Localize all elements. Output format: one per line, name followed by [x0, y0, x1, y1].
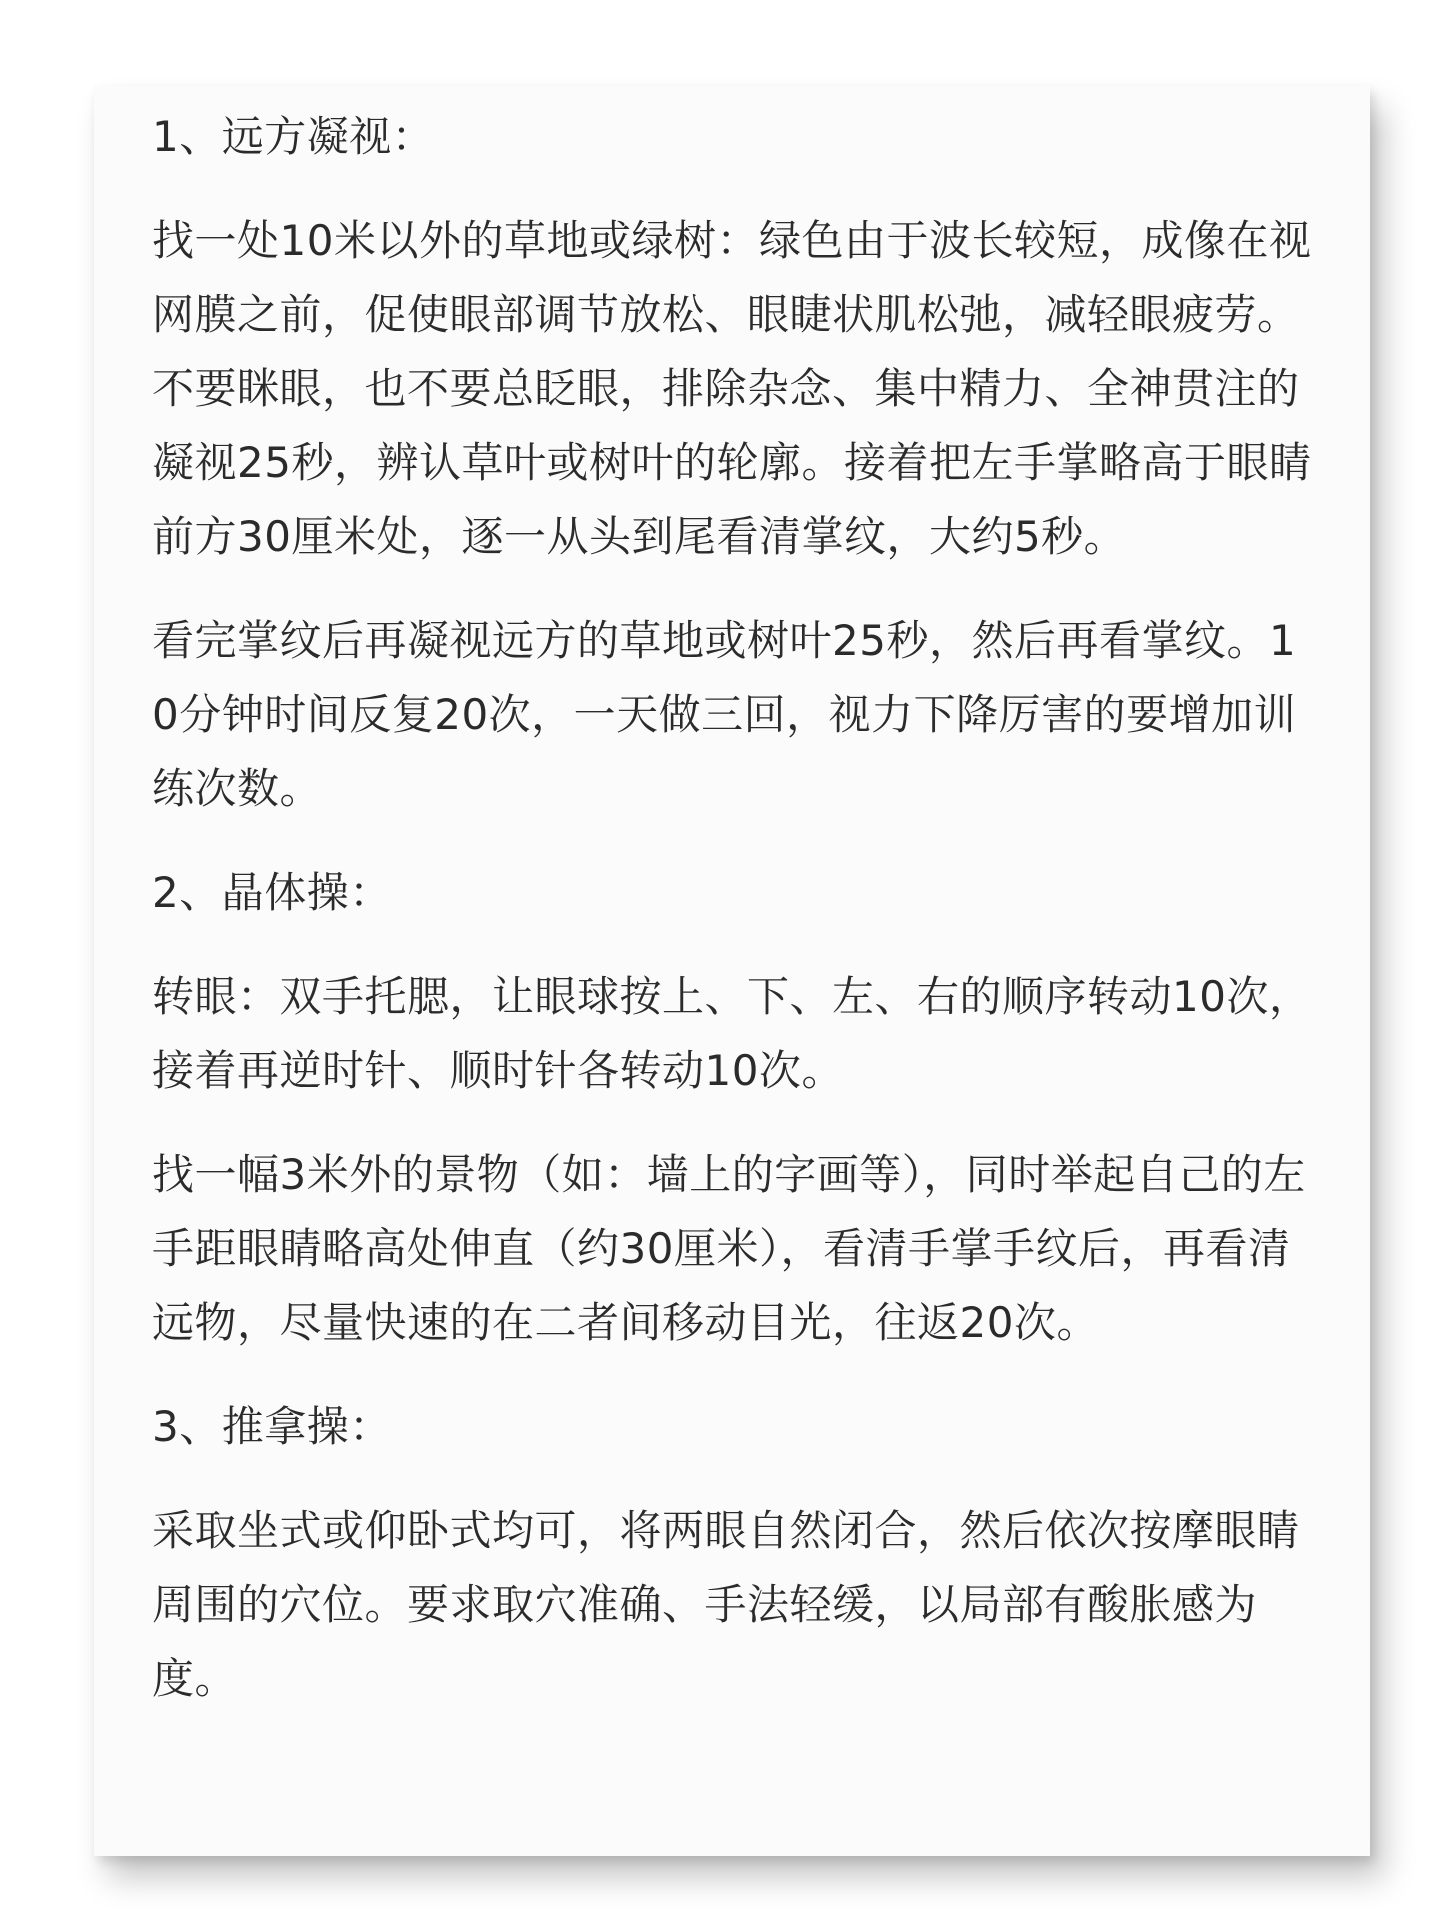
paragraph: 采取坐式或仰卧式均可，将两眼自然闭合，然后依次按摩眼睛周围的穴位。要求取穴准确、手法轻缓，以局部有酸胀感为度。 — [152, 1506, 1300, 1703]
section-heading: 2、晶体操： — [152, 868, 392, 917]
paragraph: 看完掌纹后再凝视远方的草地或树叶25秒，然后再看掌纹。10分钟时间反复20次，一天做三回，视力下降厉害的要增加训练次数。 — [152, 616, 1297, 813]
section-heading: 1、远方凝视： — [152, 112, 435, 161]
section-massage-exercise — [152, 1390, 1322, 1716]
paragraph: 找一处10米以外的草地或绿树：绿色由于波长较短，成像在视网膜之前，促使眼部调节放松、眼睫状肌松弛，减轻眼疲劳。不要眯眼，也不要总眨眼，排除杂念、集中精力、全神贯注的凝视25秒，辨认草叶或树叶的轮廓。接着把左手掌略高于眼睛前方30厘米处，逐一从头到尾看清掌纹，大约5秒。 — [152, 216, 1312, 561]
section-distance-gaze — [152, 100, 1322, 826]
paragraph: 转眼：双手托腮，让眼球按上、下、左、右的顺序转动10次，接着再逆时针、顺时针各转动10次。 — [152, 972, 1312, 1095]
document-content — [152, 100, 1322, 1746]
paragraph: 找一幅3米外的景物（如：墙上的字画等），同时举起自己的左手距眼睛略高处伸直（约30厘米），看清手掌手纹后，再看清远物，尽量快速的在二者间移动目光，往返20次。 — [152, 1150, 1306, 1347]
section-heading: 3、推拿操： — [152, 1402, 392, 1451]
section-lens-exercise — [152, 856, 1322, 1360]
